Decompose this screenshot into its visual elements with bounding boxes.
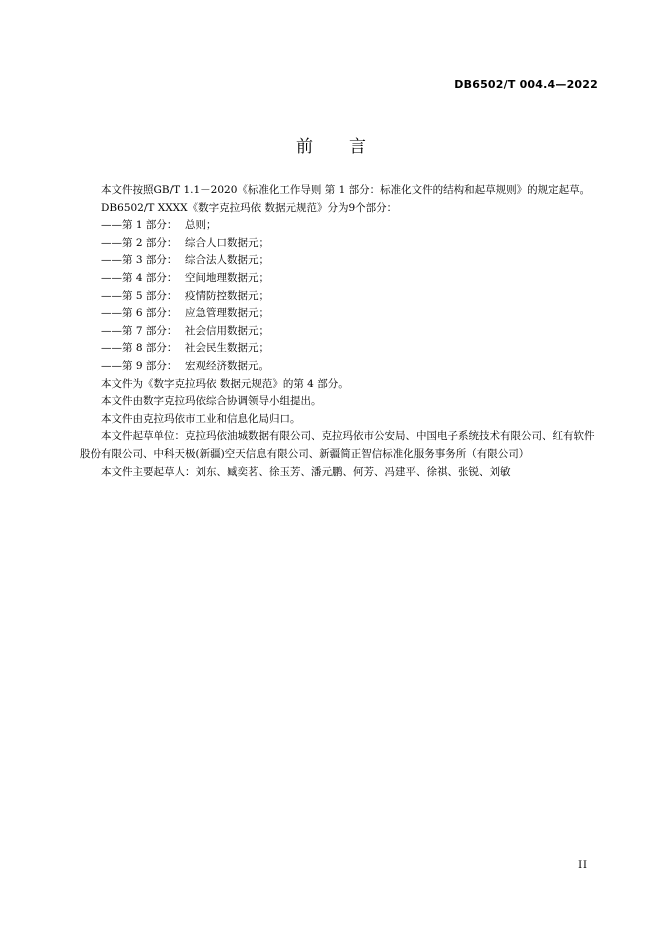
part-name: 空间地理数据元； xyxy=(185,271,269,284)
statement-proposer: 本文件由数字克拉玛依综合协调领导小组提出。 xyxy=(101,395,322,408)
part-name: 社会信用数据元； xyxy=(185,324,269,337)
part-name: 社会民生数据元； xyxy=(185,342,269,355)
document-body xyxy=(80,182,600,481)
part-number: ——第 4 部分： xyxy=(101,271,178,284)
page-title: 前言 xyxy=(296,137,402,157)
part-number: ——第 5 部分： xyxy=(101,289,178,302)
part-number: ——第 7 部分： xyxy=(101,324,178,337)
list-item xyxy=(80,358,600,376)
statement-drafting-units: 本文件起草单位：克拉玛依油城数据有限公司、克拉玛依市公安局、中国电子系统技术有限公司、红有软件股份有限公司、中科天极(新疆)空天信息有限公司、新疆简正智信标准化服务事务所（有限公司） xyxy=(80,430,595,460)
list-item xyxy=(80,340,600,358)
list-item xyxy=(80,305,600,323)
list-item xyxy=(80,252,600,270)
part-number: ——第 9 部分： xyxy=(101,359,178,372)
statement-drafters: 本文件主要起草人：刘东、臧奕茗、徐玉芳、潘元鹏、何芳、冯建平、徐祺、张锐、刘敏 xyxy=(101,465,511,478)
part-name: 综合法人数据元； xyxy=(185,254,269,267)
part-number: ——第 6 部分： xyxy=(101,307,178,320)
page-number: II xyxy=(578,860,588,871)
part-name: 宏观经济数据元。 xyxy=(185,359,269,372)
paragraph-parts-intro: DB6502/T XXXX《数字克拉玛依 数据元规范》分为9个部分： xyxy=(101,201,398,214)
document-code: DB6502/T 004.4—2022 xyxy=(454,78,598,91)
paragraph-drafting-rules: 本文件按照GB/T 1.1－2020《标准化工作导则 第 1 部分：标准化文件的结构和起草规则》的规定起草。 xyxy=(101,184,591,196)
part-name: 总则； xyxy=(185,219,217,232)
part-number: ——第 3 部分： xyxy=(101,254,178,267)
part-name: 应急管理数据元； xyxy=(185,307,269,320)
part-name: 疫情防控数据元； xyxy=(185,289,269,302)
part-number: ——第 8 部分： xyxy=(101,342,178,355)
parts-list xyxy=(80,217,600,375)
list-item xyxy=(80,270,600,288)
part-number: ——第 1 部分： xyxy=(101,219,178,232)
part-name: 综合人口数据元； xyxy=(185,236,269,249)
statement-part-number: 本文件为《数字克拉玛依 数据元规范》的第 4 部分。 xyxy=(101,377,349,390)
part-number: ——第 2 部分： xyxy=(101,236,178,249)
statement-administrator: 本文件由克拉玛依市工业和信息化局归口。 xyxy=(101,412,301,425)
list-item xyxy=(80,217,600,235)
list-item xyxy=(80,235,600,253)
list-item xyxy=(80,288,600,306)
list-item xyxy=(80,323,600,341)
